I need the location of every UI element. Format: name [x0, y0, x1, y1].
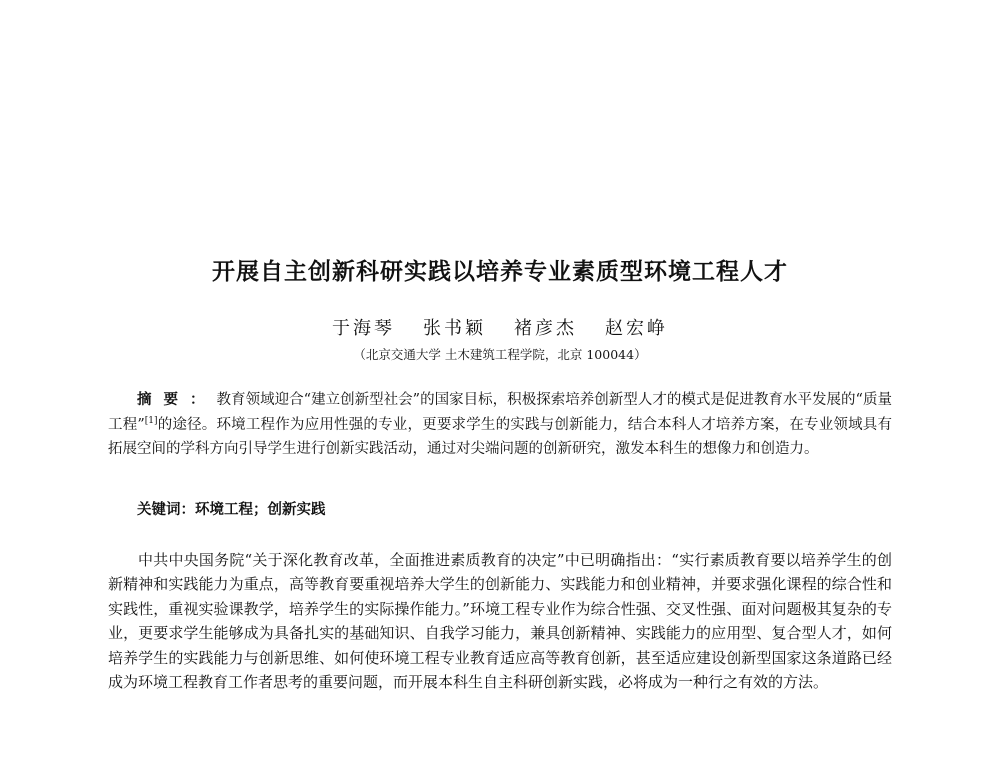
abstract-text-part1: 教育领域迎合“建立创新型社会”的国家目标，积极探索培养创新型人才的模式是促进教育水平发展的“质量工程”: [108, 392, 892, 433]
abstract-text-part2: 的途径。环境工程作为应用性强的专业，更要求学生的实践与创新能力，结合本科人才培养方案，在专业领域具有拓展空间的学科方向引导学生进行创新实践活动，通过对尖端问题的创新研究，激发本科生的想像力和创造力。: [108, 416, 892, 457]
author-name: 赵宏峥: [605, 318, 668, 339]
body-paragraph: 中共中央国务院“关于深化教育改革，全面推进素质教育的决定”中已明确指出：“实行素质教育要以培养学生的创新精神和实践能力为重点，高等教育要重视培养大学生的创新能力、实践能力和创业精神，并要求强化课程的综合性和实践性，重视实验课教学，培养学生的实际操作能力。”环境工程专业作为综合性强、交叉性强、面对问题极其复杂的专业，更要求学生能够成为具备扎实的基础知识、自我学习能力，兼具创新精神、实践能力的应用型、复合型人才，如何培养学生的实践能力与创新思维、如何使环境工程专业教育适应高等教育创新，甚至适应建设创新型国家这条道路已经成为环境工程教育工作者思考的重要问题，而开展本科生自主科研创新实践，必将成为一种行之有效的方法。: [108, 551, 892, 692]
abstract: [108, 388, 892, 462]
citation-ref: [1]: [144, 415, 158, 426]
paper-title: 开展自主创新科研实践以培养专业素质型环境工程人才: [212, 259, 788, 285]
affiliation: （北京交通大学 土木建筑工程学院，北京 100044）: [353, 347, 647, 362]
author-name: 于海琴: [332, 318, 395, 339]
author-list: [0, 314, 1000, 340]
author-name: 褚彦杰: [514, 318, 577, 339]
keywords: 关键词：环境工程；创新实践: [137, 502, 326, 518]
abstract-label: 摘要：: [137, 391, 217, 408]
author-name: 张书颖: [423, 318, 486, 339]
